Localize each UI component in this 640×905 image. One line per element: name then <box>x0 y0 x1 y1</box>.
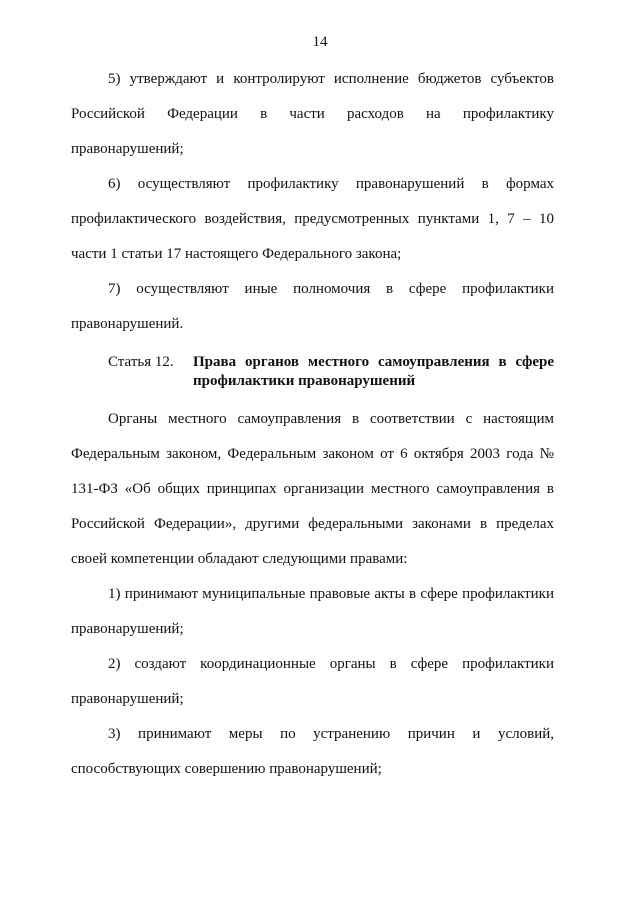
right-item-1: 1) принимают муниципальные правовые акты в сфере профилактики правонарушений; <box>71 586 554 637</box>
paragraph-item-6: 6) осуществляют профилактику правонарушений в формах профилактического воздействия, предусмотренных пунктами 1, 7 – 10 части 1 статьи 17 настоящего Федерального закона; <box>71 176 554 262</box>
paragraph-item-7: 7) осуществляют иные полномочия в сфере профилактики правонарушений. <box>71 281 554 332</box>
article-heading <box>71 353 554 391</box>
page-content <box>71 62 554 787</box>
right-item-3: 3) принимают меры по устранению причин и условий, способствующих совершению правонарушений; <box>71 726 554 777</box>
article-label: Статья 12. <box>108 354 174 370</box>
paragraph-item-5: 5) утверждают и контролируют исполнение бюджетов субъектов Российской Федерации в части расходов на профилактику правонарушений; <box>71 71 554 157</box>
page-number: 14 <box>312 34 328 50</box>
article-title: Права органов местного самоуправления в сфере профилактики правонарушений <box>193 354 554 389</box>
article-intro-paragraph: Органы местного самоуправления в соответствии с настоящим Федеральным законом, Федеральным законом от 6 октября 2003 года № 131-ФЗ «Об общих принципах организации местного самоуправления в Российской Федерации», другими федеральными законами в пределах своей компетенции обладают следующими правами: <box>71 411 554 567</box>
right-item-2: 2) создают координационные органы в сфере профилактики правонарушений; <box>71 656 554 707</box>
